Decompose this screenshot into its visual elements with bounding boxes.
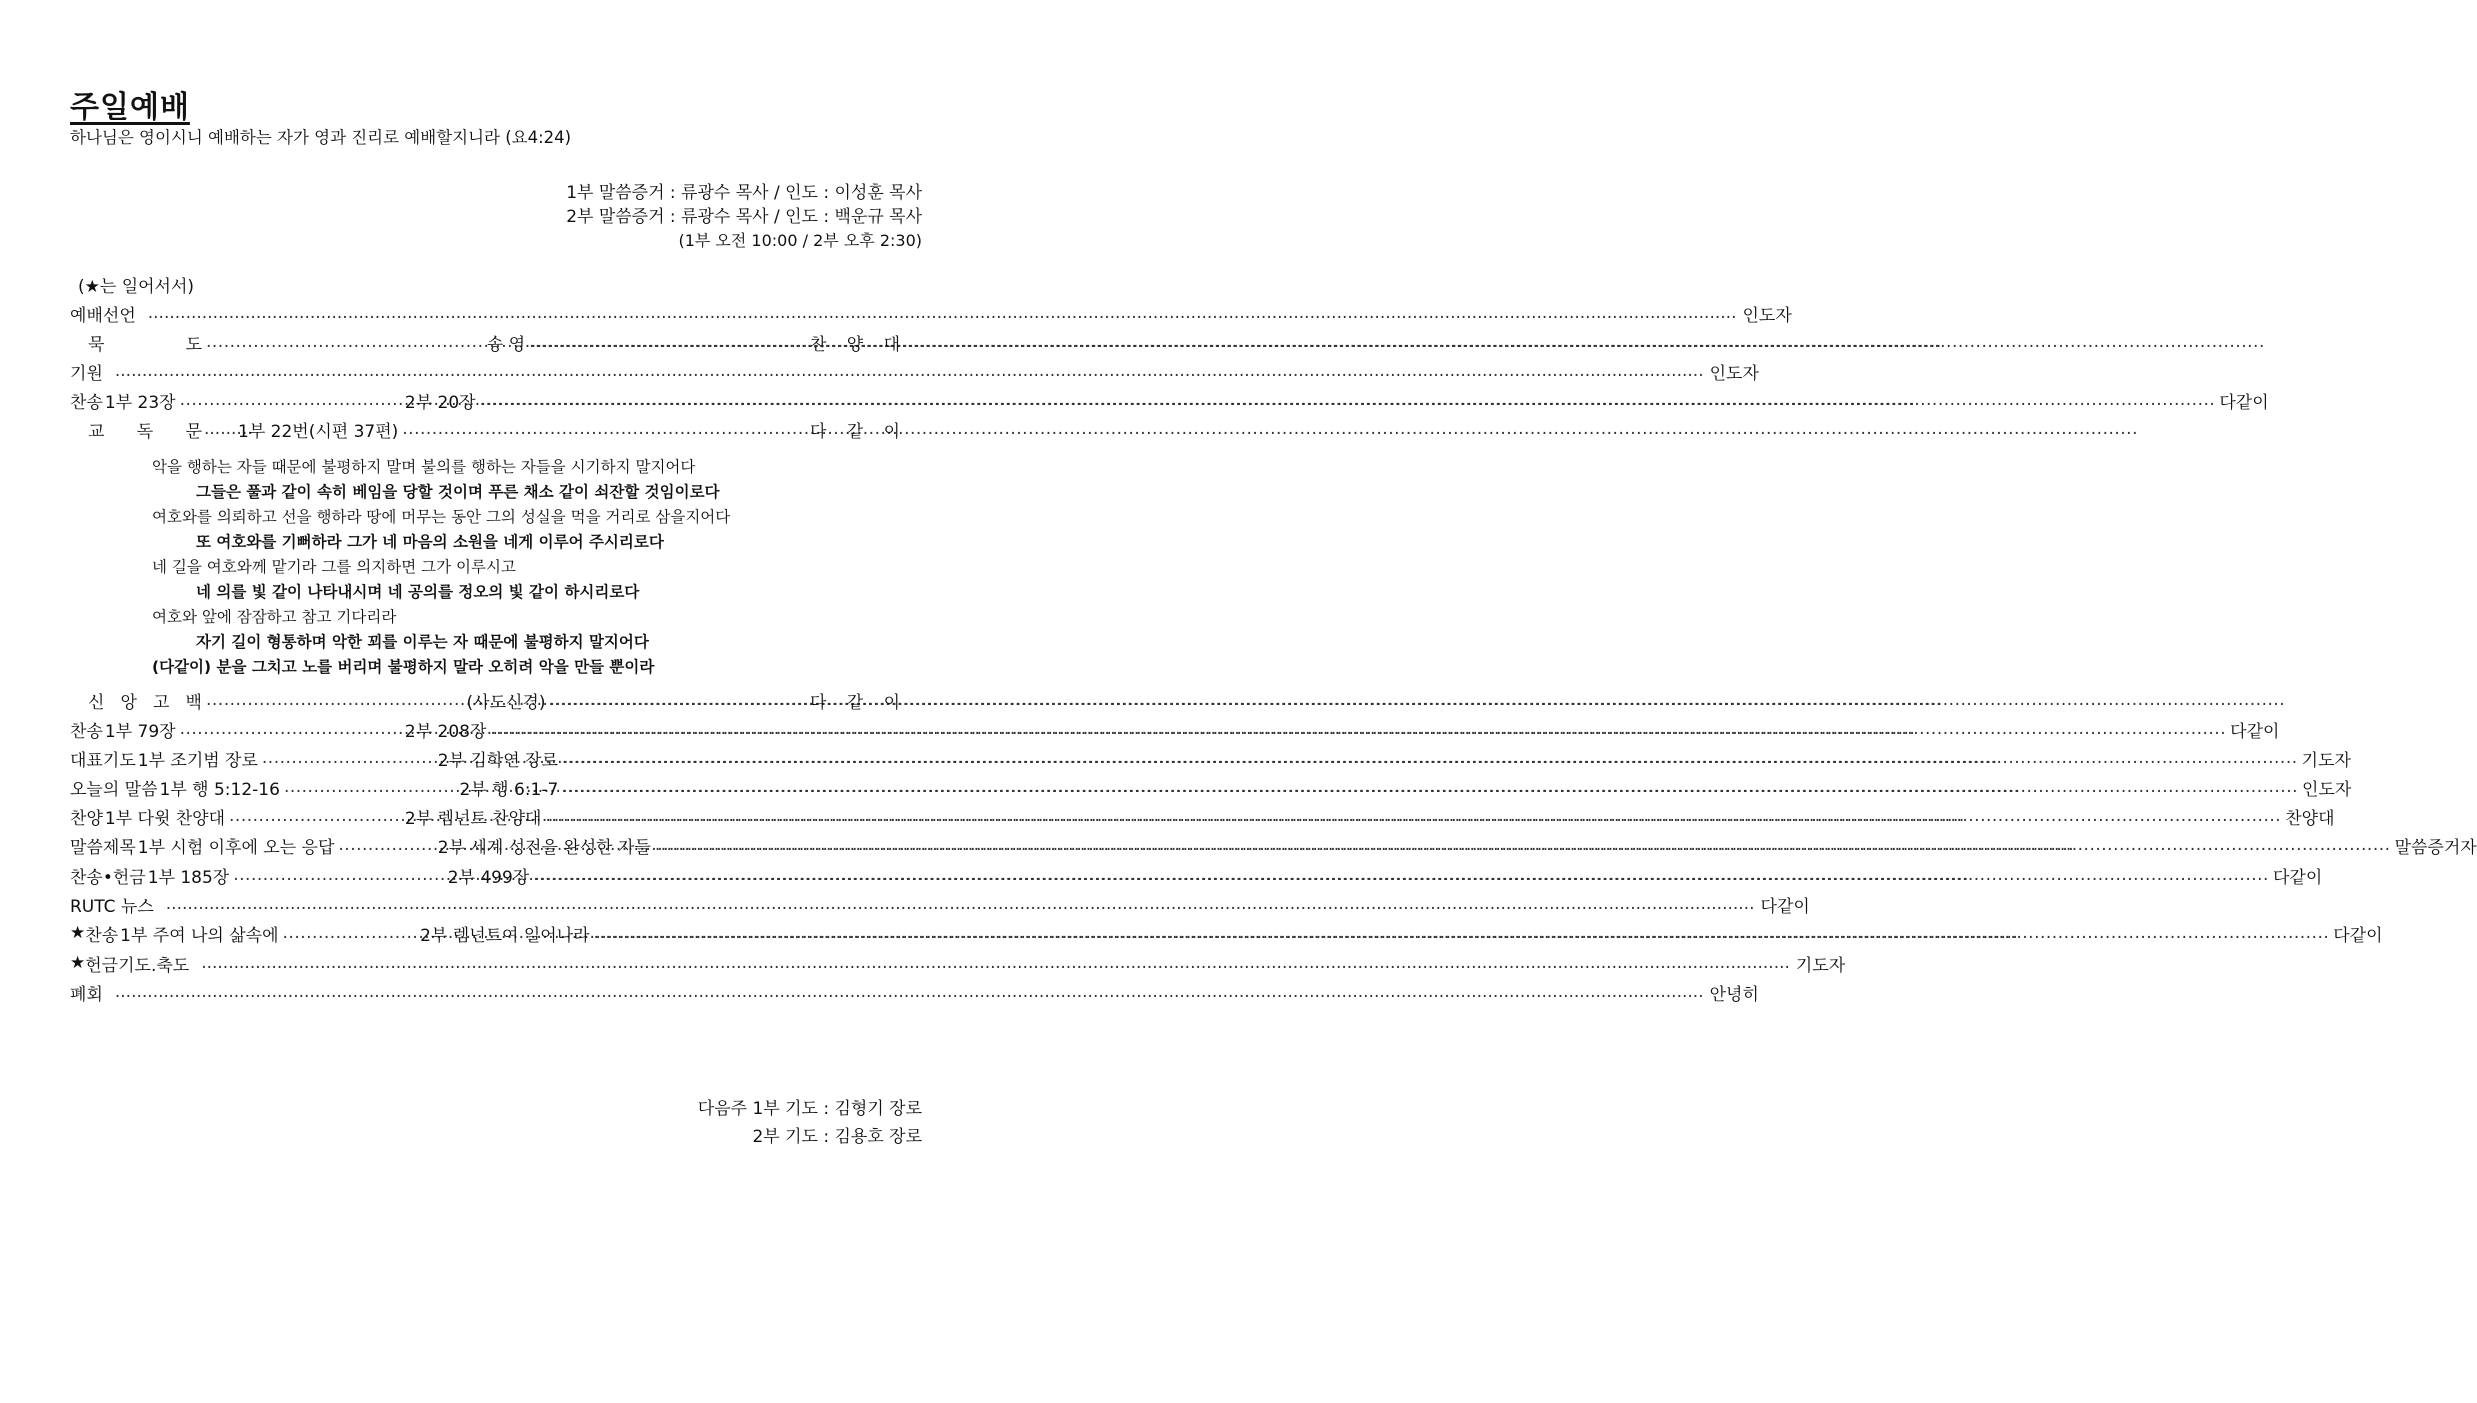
reading-line: 여호와 앞에 잠잠하고 참고 기다리라 xyxy=(152,608,397,626)
order-role-char: 대 xyxy=(883,334,900,355)
stand-star: ★ xyxy=(70,953,86,973)
order-row xyxy=(70,416,900,442)
order-label-char: RUTC 뉴스 xyxy=(70,896,154,917)
leader-dots xyxy=(284,777,456,797)
order-label-char: 교 xyxy=(88,421,105,442)
part1-seg xyxy=(120,921,420,946)
order-row xyxy=(70,774,2352,800)
leader-dots xyxy=(180,719,401,739)
order-role xyxy=(810,417,900,442)
order-role xyxy=(810,330,900,355)
part2-item: 2부 499장 xyxy=(447,867,530,888)
leader-dots xyxy=(562,777,2298,797)
order-role xyxy=(1796,951,1845,976)
order-label xyxy=(88,330,202,355)
order-label-char: 독 xyxy=(136,421,154,442)
order-role-char: 다 xyxy=(2219,392,2236,413)
order-role xyxy=(1761,892,1810,917)
order-label-char: 선 xyxy=(102,305,120,326)
leader-dots xyxy=(480,390,2216,410)
order-role-char: 이 xyxy=(2263,721,2280,742)
order-label-char: 도 xyxy=(185,334,202,355)
order-role-char: 이 xyxy=(1793,896,1810,917)
order-role-char: 기 xyxy=(1795,955,1813,976)
order-role-char: 인 xyxy=(1742,305,1759,326)
order-label-char: 앙 xyxy=(120,692,137,713)
part1-item: 1부 행 5:12-16 xyxy=(159,779,280,800)
order-role-char: 다 xyxy=(810,421,827,442)
order-label-char: 배 xyxy=(86,305,103,326)
order-label xyxy=(70,388,103,413)
order-label-char: 대 xyxy=(70,750,87,771)
order-label xyxy=(85,921,118,946)
order-role-char: 이 xyxy=(883,692,901,713)
part1-item: 1부 22번(시편 37편) xyxy=(238,421,399,442)
order-role-char: 도 xyxy=(2318,779,2335,800)
order-role xyxy=(2285,804,2334,829)
leader-dots xyxy=(655,835,2391,855)
order-role xyxy=(2302,775,2351,800)
order-label-char: 찬송•헌금 xyxy=(70,867,146,888)
leader-dots xyxy=(262,748,434,768)
part2-seg xyxy=(405,388,2219,413)
order-row xyxy=(70,745,2351,771)
order-label-char: 송 xyxy=(86,721,103,742)
order-label-char: 묵 xyxy=(88,334,105,355)
order-label xyxy=(70,775,158,800)
order-label-char: 회 xyxy=(86,984,103,1005)
order-role-char: 자 xyxy=(2334,779,2352,800)
order-label-char: 양 xyxy=(86,808,103,829)
order-label xyxy=(70,892,154,917)
part1-seg xyxy=(105,804,405,829)
order-row xyxy=(70,329,900,355)
part1-item: 1부 79장 xyxy=(104,721,176,742)
order-label-char: 문 xyxy=(185,421,202,442)
order-role-char: 자 xyxy=(1828,955,1846,976)
order-label-char: 찬 xyxy=(85,925,102,946)
order-role-char: 같 xyxy=(2235,392,2253,413)
part1-item: 1부 185장 xyxy=(147,867,230,888)
leader-dots: ......... xyxy=(204,419,253,439)
service-info-line2: 2부 말씀증거 : 류광수 목사 / 인도 : 백운규 목사 xyxy=(566,207,922,227)
order-label xyxy=(70,863,146,888)
order-label-char: 원 xyxy=(86,363,103,384)
order-label-char: 찬 xyxy=(70,721,87,742)
order-role-char: 찬 xyxy=(810,334,827,355)
order-role-char: 다 xyxy=(2230,721,2247,742)
part1-item: 1부 주여 나의 삶속에 xyxy=(120,925,279,946)
order-label xyxy=(70,717,103,742)
order-label-char: 오늘의 말씀 xyxy=(70,779,158,800)
reading-line: 또 여호와를 기뻐하라 그가 네 마음의 소원을 네게 이루어 주시리로다 xyxy=(196,533,664,551)
order-label xyxy=(70,804,103,829)
order-role-char: 안 xyxy=(1709,984,1727,1005)
order-label-char: 말 xyxy=(70,837,87,858)
part2-item: 2부 행 6:1-7 xyxy=(459,779,559,800)
order-role-char: 자 xyxy=(1742,363,1759,384)
order-role-char: 다 xyxy=(810,692,827,713)
page-title: 주일예배 xyxy=(70,90,190,125)
order-middle: 송 영 xyxy=(486,334,526,355)
part1-seg xyxy=(105,717,405,742)
order-role-char: 이 xyxy=(2366,925,2383,946)
order-role-char: 양 xyxy=(2301,808,2319,829)
leader-dots xyxy=(233,865,443,885)
part1-item: 1부 다윗 찬양대 xyxy=(104,808,226,829)
order-label-char: 찬 xyxy=(70,392,87,413)
order-row xyxy=(70,687,900,713)
order-label-char: 신 xyxy=(88,692,105,713)
part1-seg xyxy=(148,863,448,888)
order-label xyxy=(70,833,136,858)
order-role-char: 같 xyxy=(2289,867,2306,888)
order-label xyxy=(70,746,136,771)
order-label-char: 송 xyxy=(101,925,119,946)
leader-dots xyxy=(201,953,1790,973)
order-role xyxy=(2273,863,2322,888)
part2-seg xyxy=(438,833,2395,858)
order-role-char: 도 xyxy=(1812,955,1829,976)
order-label-char: 목 xyxy=(119,837,136,858)
order-row xyxy=(70,300,1792,326)
order-role-char: 이 xyxy=(883,421,900,442)
order-label-char: 언 xyxy=(119,305,136,326)
order-role-char: 같 xyxy=(1776,896,1794,917)
order-label-char: 기 xyxy=(70,363,87,384)
part2-seg xyxy=(405,804,2285,829)
order-role-char: 녕 xyxy=(1726,984,1743,1005)
order-row xyxy=(70,358,1759,384)
part2-seg xyxy=(448,863,2273,888)
order-role-char: 도 xyxy=(1726,363,1743,384)
leader-dots xyxy=(206,690,463,710)
order-role-char: 다 xyxy=(2272,867,2290,888)
leader-dots xyxy=(545,806,2281,826)
service-info-line1: 1부 말씀증거 : 류광수 목사 / 인도 : 이성훈 목사 xyxy=(566,183,922,203)
order-row xyxy=(70,803,2335,829)
order-role-char: 대 xyxy=(2318,808,2335,829)
part2-item: 2부 세계 성전을 완성한 자들 xyxy=(437,837,651,858)
order-row xyxy=(70,979,1759,1005)
order-label-char: 백 xyxy=(185,692,202,713)
order-role-char: 같 xyxy=(846,421,864,442)
order-label-char: 씀 xyxy=(86,837,103,858)
order-row xyxy=(70,862,2323,888)
leader-dots xyxy=(180,390,401,410)
part2-item: 2부 김학연 장로 xyxy=(437,750,558,771)
order-label-char: 도 xyxy=(119,750,136,771)
part1-seg xyxy=(138,746,438,771)
order-role xyxy=(2230,717,2279,742)
order-label xyxy=(88,688,202,713)
leader-dots xyxy=(283,923,417,943)
leader-dots xyxy=(229,806,401,826)
stand-star: ★ xyxy=(70,923,86,943)
leader-dots xyxy=(490,719,2226,739)
order-row xyxy=(70,950,1846,976)
part1-seg xyxy=(160,775,460,800)
order-role-char: 자 xyxy=(2334,750,2351,771)
part2-item: 2부 208장 xyxy=(404,721,487,742)
order-role xyxy=(1742,301,1791,326)
reading-line: 네 의를 빛 같이 나타내시며 네 공의를 정오의 빛 같이 하시리로다 xyxy=(196,583,640,601)
order-role-char: 같 xyxy=(846,692,864,713)
order-row xyxy=(70,716,2280,742)
order-role-char: 인 xyxy=(2302,779,2319,800)
part2-seg xyxy=(460,775,2303,800)
order-role xyxy=(2219,388,2268,413)
leader-dots xyxy=(594,923,2330,943)
leader-dots xyxy=(148,303,1737,323)
part2-item: 2부 렘넌트여 일어나라 xyxy=(420,925,590,946)
leader-dots xyxy=(206,332,483,352)
order-label-char: 송 xyxy=(86,392,103,413)
leader-dots xyxy=(562,748,2298,768)
part1-item: 1부 23장 xyxy=(104,392,176,413)
reading-line: (다같이) 분을 그치고 노를 버리며 불평하지 말라 오히려 악을 만들 뿐이라 xyxy=(152,658,655,676)
leader-dots xyxy=(549,690,806,710)
next-week-prayer-1: 다음주 1부 기도 : 김형기 장로 xyxy=(697,1099,922,1119)
order-role xyxy=(1710,359,1759,384)
order-role-char: 다 xyxy=(2333,925,2350,946)
leader-dots xyxy=(402,419,806,439)
order-role-char: 같 xyxy=(2349,925,2367,946)
reading-line: 네 길을 여호와께 맡기라 그를 의지하면 그가 이루시고 xyxy=(152,558,516,576)
order-role-char: 양 xyxy=(846,334,864,355)
order-label-char: 고 xyxy=(153,692,170,713)
order-row xyxy=(70,387,2269,413)
order-label-char: 폐 xyxy=(70,984,87,1005)
order-role xyxy=(2395,833,2477,858)
order-role-char: 도 xyxy=(1758,305,1776,326)
order-label-char: 예 xyxy=(70,305,87,326)
order-label xyxy=(85,951,189,976)
order-role xyxy=(2333,921,2382,946)
order-middle: (사도신경) xyxy=(466,692,546,713)
order-label-char: 표 xyxy=(86,750,103,771)
order-role xyxy=(1710,980,1759,1005)
order-role-char: 기 xyxy=(2301,750,2319,771)
order-label xyxy=(70,359,103,384)
reading-line: 그들은 풀과 같이 속히 베임을 당할 것이며 푸른 채소 같이 쇠잔할 것임이로다 xyxy=(196,483,720,501)
order-row xyxy=(70,920,2383,946)
leader-dots xyxy=(115,361,1704,381)
service-times: (1부 오전 10:00 / 2부 오후 2:30) xyxy=(678,231,922,250)
leader-dots xyxy=(166,894,1755,914)
order-label xyxy=(70,301,136,326)
order-role-char: 말씀증거자 xyxy=(2394,837,2477,858)
order-label xyxy=(70,980,103,1005)
order-role-char: 히 xyxy=(1742,984,1759,1005)
part2-item: 2부 렘넌트 찬양대 xyxy=(404,808,542,829)
part1-item: 1부 시험 이후에 오는 응답 xyxy=(137,837,335,858)
part1-seg xyxy=(138,833,438,858)
order-label-char: 제 xyxy=(102,837,120,858)
order-role-char: 도 xyxy=(2318,750,2335,771)
order-role-char: 찬 xyxy=(2285,808,2302,829)
order-role-char: 이 xyxy=(2252,392,2269,413)
part1-seg xyxy=(105,388,405,413)
stand-note: (★는 일어서서) xyxy=(78,277,195,297)
part2-seg xyxy=(438,746,2302,771)
order-role xyxy=(2302,746,2351,771)
reading-line: 여호와를 의뢰하고 선을 행하라 땅에 머무는 동안 그의 성실을 먹을 거리로 삼을지어다 xyxy=(152,508,731,526)
leader-dots xyxy=(533,865,2269,885)
leader-dots xyxy=(115,982,1704,1002)
order-role-char: 같 xyxy=(2246,721,2263,742)
order-role-char: 자 xyxy=(1775,305,1792,326)
next-week-prayer-2: 2부 기도 : 김용호 장로 xyxy=(752,1127,922,1147)
scripture-subtitle: 하나님은 영이시니 예배하는 자가 영과 진리로 예배할지니라 (요4:24) xyxy=(70,128,572,147)
order-role-char: 인 xyxy=(1709,363,1727,384)
order-label-char: 기 xyxy=(102,750,120,771)
order-role xyxy=(810,688,900,713)
order-label-char: 헌금기도.축도 xyxy=(85,955,190,976)
leader-dots xyxy=(338,835,433,855)
order-row xyxy=(70,832,2477,858)
order-role-char: 다 xyxy=(1760,896,1777,917)
leader-dots xyxy=(529,332,806,352)
order-label-char: 찬 xyxy=(70,808,87,829)
order-label xyxy=(88,417,202,442)
reading-line: 악을 행하는 자들 때문에 불평하지 말며 불의를 행하는 자들을 시기하지 말지어다 xyxy=(152,458,696,476)
part1-item: 1부 조기범 장로 xyxy=(137,750,258,771)
order-row xyxy=(70,891,1810,917)
order-role-char: 이 xyxy=(2305,867,2323,888)
part2-seg xyxy=(420,921,2333,946)
reading-line: 자기 길이 형통하며 악한 꾀를 이루는 자 때문에 불평하지 말지어다 xyxy=(196,633,649,651)
part2-item: 2부 20장 xyxy=(404,392,476,413)
part2-seg xyxy=(405,717,2230,742)
